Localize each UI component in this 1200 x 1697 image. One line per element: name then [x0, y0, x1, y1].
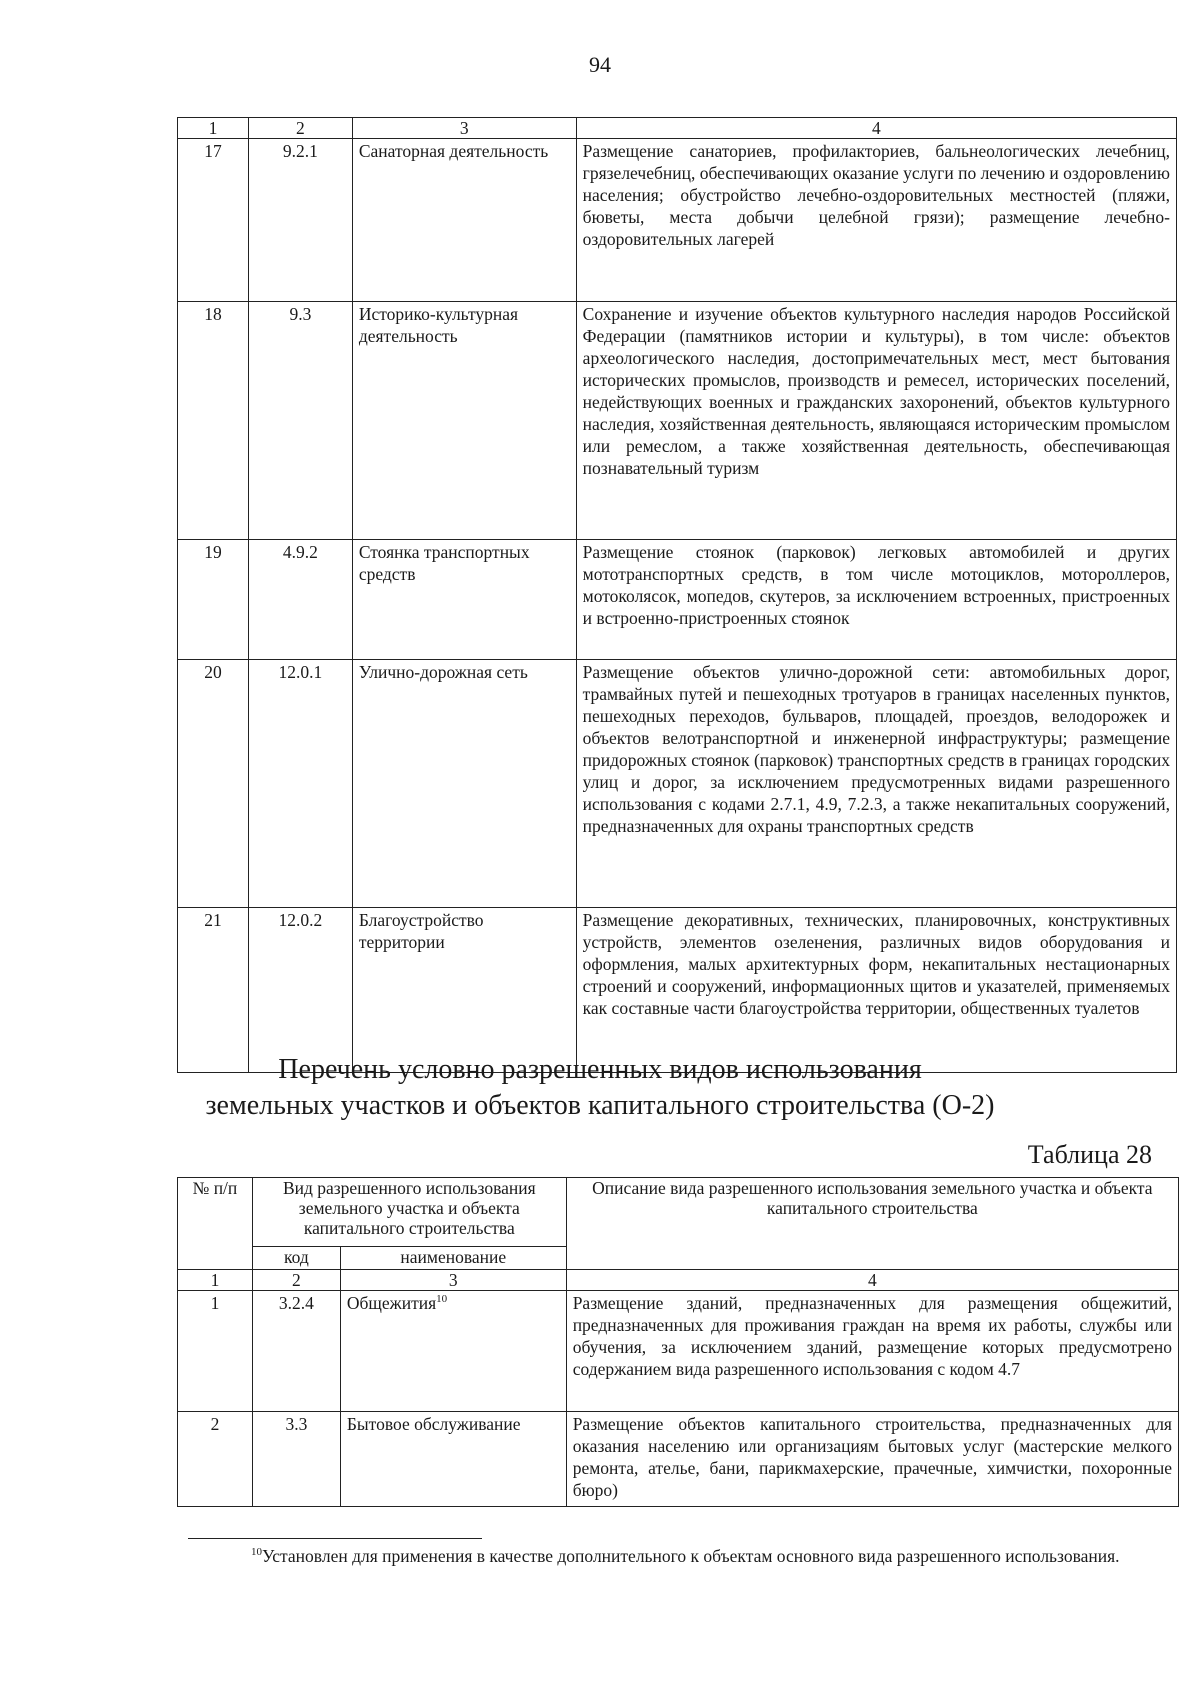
row-number: 18 [178, 302, 249, 540]
use-name: Историко-культурная деятельность [352, 302, 576, 540]
row-number: 21 [178, 908, 249, 1073]
use-code: 3.2.4 [252, 1291, 340, 1412]
table-label: Таблица 28 [1027, 1140, 1152, 1169]
header-cell: 3 [340, 1270, 566, 1291]
footnote-text: Установлен для применения в качестве дополнительного к объектам основного вида разрешенного использования. [262, 1546, 1120, 1566]
use-description: Размещение стоянок (парковок) легковых автомобилей и других мототранспортных средств, в том числе мотоциклов, мотороллеров, мотоколясок, мопедов, скутеров, за исключением встроенных, пристроенных и встроенно-пристроенных стоянок [576, 540, 1176, 660]
header-cell: 4 [566, 1270, 1178, 1291]
header-cell: 3 [352, 118, 576, 139]
header-kind: Вид разрешенного использования земельного участка и объекта капитального строительства [252, 1178, 566, 1247]
use-code: 12.0.2 [248, 908, 352, 1073]
use-description: Размещение зданий, предназначенных для размещения общежитий, предназначенных для проживания граждан на время их работы, службы или обучения, за исключением зданий, размещение которых предусмотрено содержанием вида разрешенного использования с кодом 4.7 [566, 1291, 1178, 1412]
use-code: 9.3 [248, 302, 352, 540]
header-description: Описание вида разрешенного использования земельного участка и объекта капитального строительства [566, 1178, 1178, 1270]
table-header-row [178, 118, 1177, 139]
section-title [0, 1052, 1200, 1124]
table-row [178, 1291, 1179, 1412]
use-code: 9.2.1 [248, 139, 352, 302]
table-column-numbers-row [178, 1270, 1179, 1291]
use-description: Размещение декоративных, технических, планировочных, конструктивных устройств, элементов озеленения, различных видов оборудования и оформления, малых архитектурных форм, некапитальных нестационарных строений и сооружений, информационных щитов и указателей, применяемых как составные части благоустройства территории, общественных туалетов [576, 908, 1176, 1073]
use-description: Размещение санаториев, профилакториев, бальнеологических лечебниц, грязелечебниц, обеспечивающих оказание услуги по лечению и оздоровлению населения; обустройство лечебно-оздоровительных местностей (пляжи, бюветы, места добычи целебной грязи); размещение лечебно-оздоровительных лагерей [576, 139, 1176, 302]
row-number: 19 [178, 540, 249, 660]
table-row [178, 1412, 1179, 1507]
use-name-cell [340, 1412, 566, 1507]
use-name: Стоянка транспортных средств [352, 540, 576, 660]
row-number: 17 [178, 139, 249, 302]
use-name: Бытовое обслуживание [346, 1414, 521, 1434]
header-cell: 1 [178, 1270, 253, 1291]
section-title-line: Перечень условно разрешенных видов использования [278, 1054, 922, 1085]
use-name: Благоустройство территории [352, 908, 576, 1073]
footnote-separator [188, 1538, 482, 1539]
header-name: наименование [340, 1247, 566, 1270]
row-number: 1 [178, 1291, 253, 1412]
table-conditional-uses [177, 1177, 1179, 1507]
table-row [178, 660, 1177, 908]
use-name: Общежития [346, 1293, 437, 1313]
header-cell: 2 [248, 118, 352, 139]
footnote [177, 1544, 1177, 1568]
use-code: 4.9.2 [248, 540, 352, 660]
page-number: 94 [589, 52, 611, 77]
use-name-cell [340, 1291, 566, 1412]
header-cell: 4 [576, 118, 1176, 139]
use-description: Сохранение и изучение объектов культурного наследия народов Российской Федерации (памятников истории и культуры), в том числе: объектов археологического наследия, достопримечательных мест, мест бытования исторических промыслов, производств и ремесел, исторических поселений, недействующих военных и гражданских захоронений, объектов культурного наследия, хозяйственная деятельность, являющаяся историческим промыслом или ремеслом, а также хозяйственная деятельность, обеспечивающая познавательный туризм [576, 302, 1176, 540]
row-number: 20 [178, 660, 249, 908]
use-code: 12.0.1 [248, 660, 352, 908]
use-description: Размещение объектов капитального строительства, предназначенных для оказания населению или организациям бытовых услуг (мастерские мелкого ремонта, ателье, бани, парикмахерские, прачечные, химчистки, похоронные бюро) [566, 1412, 1178, 1507]
footnote-marker: 10 [251, 1546, 262, 1559]
use-name: Улично-дорожная сеть [352, 660, 576, 908]
table-main-uses [177, 117, 1177, 1073]
header-cell: 2 [252, 1270, 340, 1291]
table-row [178, 139, 1177, 302]
section-title-line: земельных участков и объектов капитального строительства (О-2) [205, 1090, 995, 1121]
row-number: 2 [178, 1412, 253, 1507]
header-code: код [252, 1247, 340, 1270]
header-number: № п/п [178, 1178, 253, 1270]
table-header-row [178, 1178, 1179, 1247]
footnote-reference: 10 [436, 1293, 448, 1306]
use-description: Размещение объектов улично-дорожной сети: автомобильных дорог, трамвайных путей и пешеходных тротуаров в границах населенных пунктов, пешеходных переходов, бульваров, площадей, проездов, велодорожек и объектов велотранспортной и инженерной инфраструктуры; размещение придорожных стоянок (парковок) транспортных средств в границах городских улиц и дорог, за исключением предусмотренных видами разрешенного использования с кодами 2.7.1, 4.9, 7.2.3, а также некапитальных сооружений, предназначенных для охраны транспортных средств [576, 660, 1176, 908]
table-row [178, 302, 1177, 540]
use-code: 3.3 [252, 1412, 340, 1507]
table-row [178, 540, 1177, 660]
header-cell: 1 [178, 118, 249, 139]
use-name: Санаторная деятельность [352, 139, 576, 302]
table-row [178, 908, 1177, 1073]
